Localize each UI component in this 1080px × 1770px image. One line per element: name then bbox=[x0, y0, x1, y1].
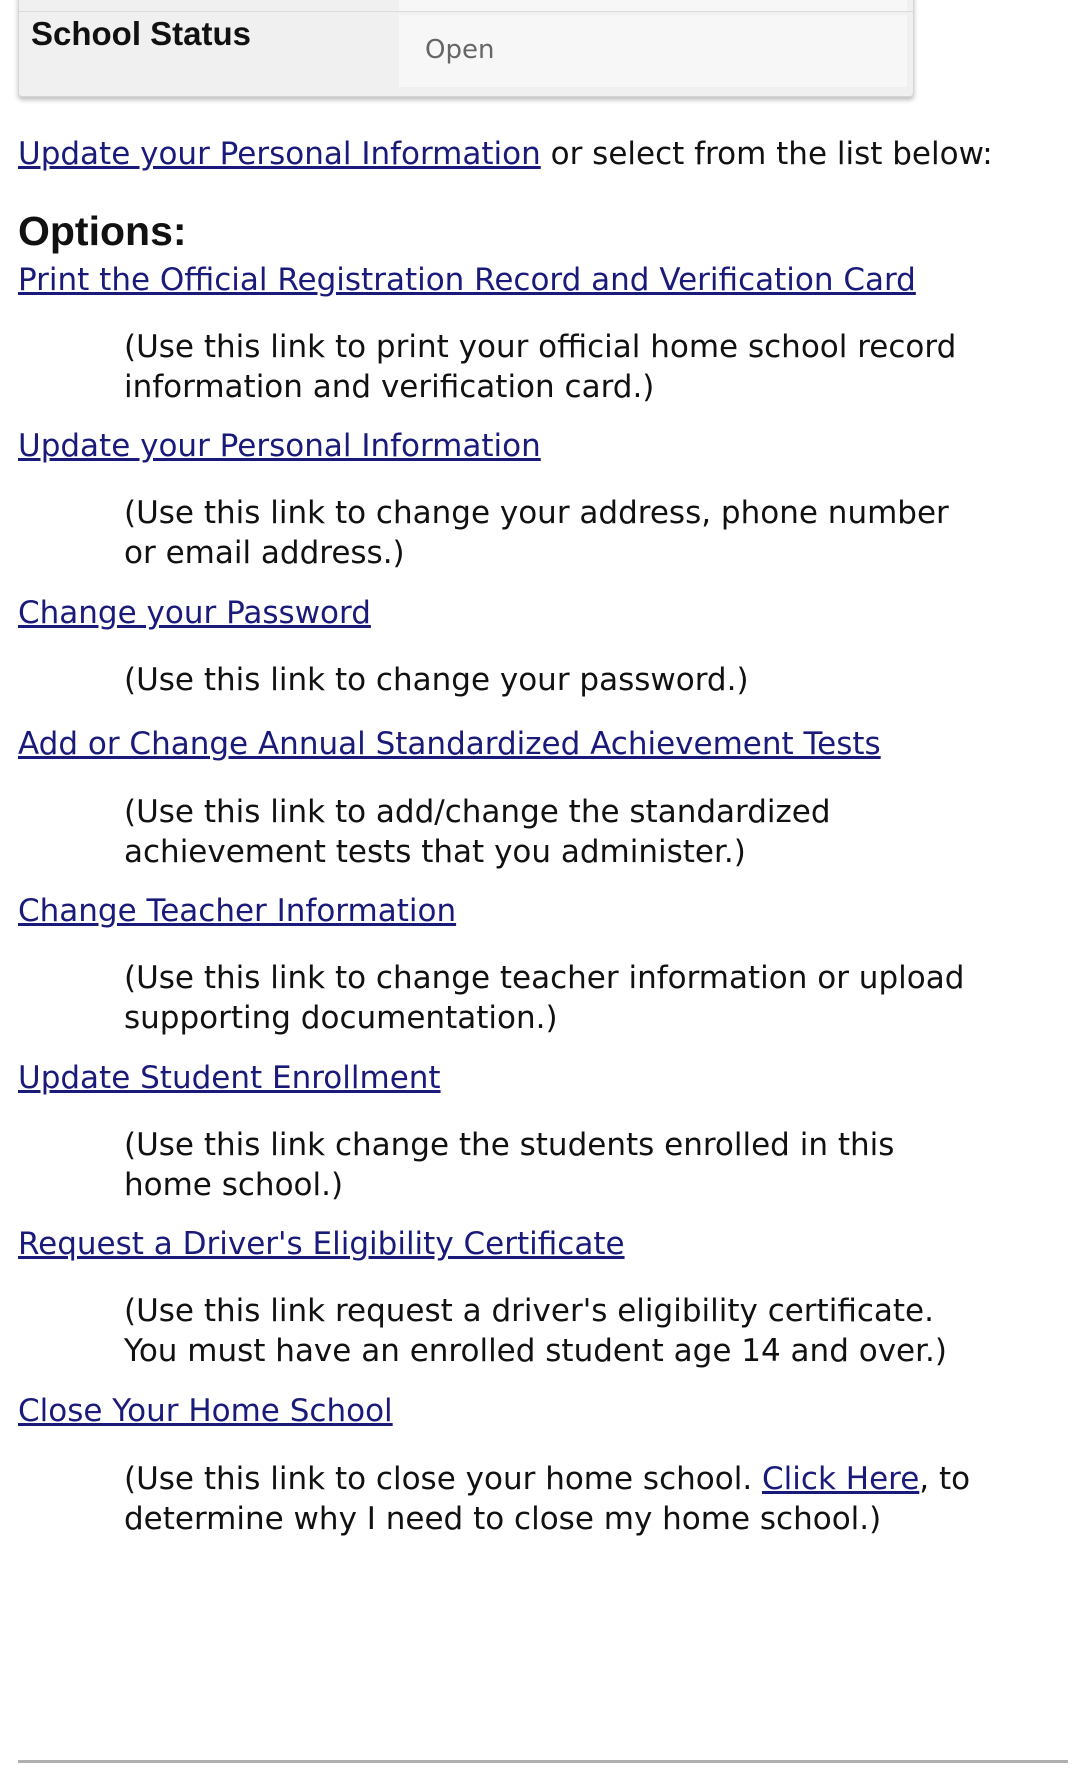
option-drivers-certificate bbox=[18, 1226, 625, 1262]
intro-text bbox=[18, 136, 993, 172]
options-heading: Options: bbox=[18, 208, 187, 254]
close-desc-after: , to determine why I need to close my home school.) bbox=[124, 1461, 971, 1537]
change-password-link[interactable]: Change your Password bbox=[18, 595, 371, 631]
click-here-link[interactable]: Click Here bbox=[762, 1461, 920, 1497]
print-registration-description: (Use this link to print your official home school record information and verification card.) bbox=[124, 329, 957, 405]
option-change-password bbox=[18, 595, 371, 631]
option-student-enrollment bbox=[18, 1060, 441, 1096]
bottom-divider bbox=[18, 1760, 1068, 1763]
option-print-registration bbox=[18, 262, 916, 298]
student-enrollment-description: (Use this link change the students enrolled in this home school.) bbox=[124, 1127, 895, 1203]
drivers-certificate-link[interactable]: Request a Driver's Eligibility Certificate bbox=[18, 1226, 625, 1262]
previous-table-row bbox=[19, 0, 913, 12]
option-close-home-school bbox=[18, 1393, 393, 1429]
close-home-school-link[interactable]: Close Your Home School bbox=[18, 1393, 393, 1429]
option-teacher-info bbox=[18, 893, 456, 929]
update-personal-info-description: (Use this link to change your address, phone number or email address.) bbox=[124, 495, 949, 571]
previous-row-value-cell bbox=[399, 0, 907, 11]
student-enrollment-link[interactable]: Update Student Enrollment bbox=[18, 1060, 441, 1096]
close-home-school-description bbox=[124, 1459, 984, 1539]
teacher-info-link[interactable]: Change Teacher Information bbox=[18, 893, 457, 929]
update-personal-info-link-intro[interactable]: Update your Personal Information bbox=[18, 136, 541, 172]
option-update-personal-info bbox=[18, 428, 541, 464]
school-status-table bbox=[18, 0, 914, 97]
change-password-description: (Use this link to change your password.) bbox=[124, 662, 749, 698]
achievement-tests-link[interactable]: Add or Change Annual Standardized Achievement Tests bbox=[18, 726, 881, 762]
achievement-tests-description: (Use this link to add/change the standardized achievement tests that you administer.) bbox=[124, 794, 831, 870]
print-registration-link[interactable]: Print the Official Registration Record and Verification Card bbox=[18, 262, 916, 298]
drivers-certificate-description: (Use this link request a driver's eligibility certificate. You must have an enrolled student age 14 and over.) bbox=[124, 1293, 947, 1369]
school-status-value: Open bbox=[425, 35, 495, 65]
teacher-info-description: (Use this link to change teacher information or upload supporting documentation.) bbox=[124, 960, 965, 1036]
update-personal-info-link[interactable]: Update your Personal Information bbox=[18, 428, 541, 464]
option-achievement-tests bbox=[18, 726, 881, 762]
intro-rest-text: or select from the list below: bbox=[540, 136, 993, 172]
school-status-label: School Status bbox=[31, 15, 252, 52]
school-status-value-cell bbox=[399, 15, 907, 87]
close-desc-before: (Use this link to close your home school. bbox=[124, 1461, 763, 1497]
